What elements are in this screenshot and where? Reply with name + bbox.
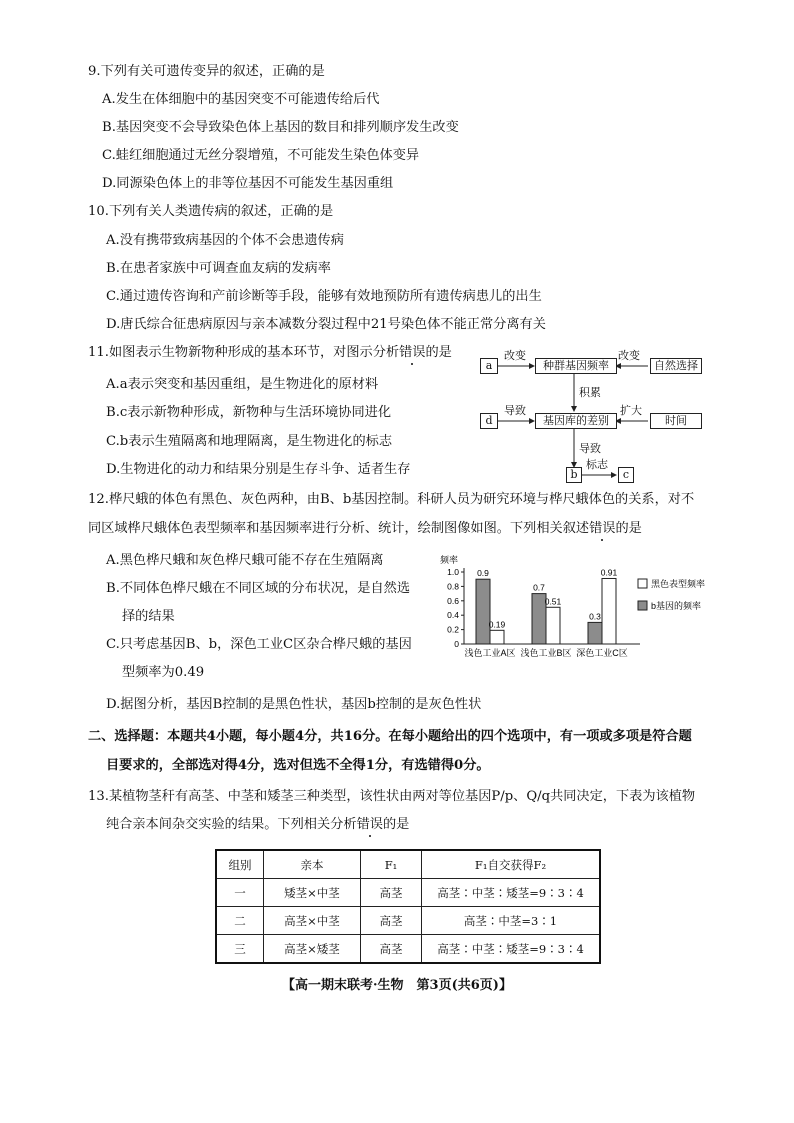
bar [546,607,560,644]
label-lead-1: 导致 [504,404,526,417]
label-accumulate: 积累 [579,386,601,399]
y-axis-label: 频率 [440,555,459,565]
table-cell: 高茎×中茎 [264,907,361,935]
x-category-label: 浅色工业B区 [520,648,572,658]
legend-swatch [638,579,647,588]
section2-header-line1: 二、选择题：本题共4小题，每小题4分，共16分。在每小题给出的四个选项中，有一项或多项是符合题 [88,729,692,744]
box-c: c [618,467,634,483]
q13-stem-line2 [106,816,409,834]
q10-option-d: D.唐氏综合征患病原因与亲本减数分裂过程中21号染色体不能正常分离有关 [106,317,546,332]
q13-stem-post: 的是 [382,817,410,832]
table-header-cell: 亲本 [264,850,361,879]
bar [476,579,490,644]
page-footer: 【高一期末联考·生物 第3页(共6页)】 [282,978,512,993]
legend-swatch [638,601,647,610]
q9-option-b: B.基因突变不会导致染色体上基因的数目和排列顺序发生改变 [102,120,459,135]
x-category-label: 浅色工业A区 [464,648,516,658]
label-change-2: 改变 [618,349,640,362]
y-tick-label: 1.0 [447,567,459,577]
table-cell: 二 [216,907,264,935]
q9-option-c: C.蛙红细胞通过无丝分裂增殖，不可能发生染色体变异 [102,148,420,163]
x-category-label: 深色工业C区 [576,648,628,658]
q10-option-b: B.在患者家族中可调查血友病的发病率 [106,261,331,276]
table-cell: 高茎 [361,879,422,907]
legend-label: 黑色表型频率 [651,579,706,589]
q13-stem-emphasis: 错误 [356,817,383,832]
box-a: a [480,358,498,374]
table-header-cell: 组别 [216,850,264,879]
bar-data-label: 0.3 [589,611,601,622]
box-gene-frequency: 种群基因频率 [535,358,617,374]
q11-option-a: A.a表示突变和基因重组，是生物进化的原材料 [106,377,379,392]
y-tick-label: 0.8 [447,581,459,592]
table-cell: 高茎 [361,907,422,935]
y-tick-label: 0.2 [447,624,459,635]
label-change-1: 改变 [504,349,526,362]
table-header-cell: F₁ [361,850,422,879]
table-cell: 高茎×矮茎 [264,935,361,964]
box-gene-pool-difference: 基因库的差别 [535,413,617,429]
q11-stem-post: 的是 [425,345,452,360]
q12-stem-line2 [88,520,642,538]
q9-stem: 9.下列有关可遗传变异的叙述，正确的是 [88,64,325,79]
y-tick-label: 0.6 [447,595,459,606]
bar-data-label: 0.51 [544,596,562,607]
q13-stem-line1: 13.某植物茎秆有高茎、中茎和矮茎三种类型，该性状由两对等位基因P/p、Q/q共同决定，下表为该植物 [88,789,696,804]
table-cell: 三 [216,935,264,964]
table-row [216,907,600,935]
q11-stem [88,344,452,362]
table-header-row [216,850,600,879]
table-cell: 高茎∶中茎=3∶1 [422,907,601,935]
bar-data-label: 0.91 [600,567,618,578]
q9-option-d: D.同源染色体上的非等位基因不可能发生基因重组 [102,176,394,191]
q9-option-a: A.发生在体细胞中的基因突变不可能遗传给后代 [102,92,380,107]
bar [490,630,504,644]
q11-option-b: B.c表示新物种形成，新物种与生活环境协同进化 [106,405,392,420]
q12-option-d: D.据图分析，基因B控制的是黑色性状，基因b控制的是灰色性状 [106,697,482,712]
q11-stem-pre: 11.如图表示生物新物种形成的基本环节，对图示分析 [88,345,400,360]
section2-header-line2: 目要求的，全部选对得4分，选对但选不全得1分，有选错得0分。 [106,758,490,773]
q10-option-a: A.没有携带致病基因的个体不会患遗传病 [106,233,344,248]
bar-data-label: 0.19 [488,619,506,630]
q10-stem: 10.下列有关人类遗传病的叙述，正确的是 [88,204,334,219]
table-cell: 高茎∶中茎∶矮茎=9∶3∶4 [422,879,601,907]
box-d: d [480,413,498,429]
table-header-cell: F₁自交获得F₂ [422,850,601,879]
bar-data-label: 0.7 [533,582,545,593]
q11-option-c: C.b表示生殖隔离和地理隔离，是生物进化的标志 [106,434,393,449]
q13-stem-pre: 纯合亲本间杂交实验的结果。下列相关分析 [106,817,357,832]
table-cell: 矮茎×中茎 [264,879,361,907]
q12-option-a: A.黑色桦尺蛾和灰色桦尺蛾可能不存在生殖隔离 [106,553,384,568]
box-b: b [566,467,582,483]
y-tick-label: 0 [454,639,459,649]
bar [588,622,602,644]
table-cell: 高茎∶中茎∶矮茎=9∶3∶4 [422,935,601,964]
table-row [216,935,600,964]
q12-stem-emphasis: 错误 [589,521,616,536]
q12-stem-post: 的是 [615,521,642,536]
table-row [216,879,600,907]
box-natural-selection: 自然选择 [650,358,702,374]
q12-stem-line1: 12.桦尺蛾的体色有黑色、灰色两种，由B、b基因控制。科研人员为研究环境与桦尺蛾体色的关系，对不 [88,492,695,507]
label-mark: 标志 [586,458,608,471]
bar-data-label: 0.9 [477,568,489,579]
q11-option-d: D.生物进化的动力和结果分别是生存斗争、适者生存 [106,462,411,477]
q13-table [215,849,601,964]
bar [602,578,616,644]
y-tick-label: 0.4 [447,610,459,621]
q11-stem-emphasis: 错误 [399,345,426,360]
q12-bar-chart [432,552,732,664]
q12-option-b-line2: 择的结果 [122,609,175,624]
legend-label: b基因的频率 [651,601,702,611]
box-time: 时间 [650,413,702,429]
q12-stem-pre: 同区域桦尺蛾体色表型频率和基因频率进行分析、统计，绘制图像如图。下列相关叙述 [88,521,590,536]
q10-option-c: C.通过遗传咨询和产前诊断等手段，能够有效地预防所有遗传病患儿的出生 [106,289,542,304]
label-expand: 扩大 [620,404,642,417]
q12-option-c-line2: 型频率为0.49 [122,665,205,680]
q12-option-c-line1: C.只考虑基因B、b，深色工业C区杂合桦尺蛾的基因 [106,637,412,652]
table-cell: 高茎 [361,935,422,964]
label-lead-2: 导致 [579,442,601,455]
table-cell: 一 [216,879,264,907]
q12-option-b-line1: B.不同体色桦尺蛾在不同区域的分布状况，是自然选 [106,581,411,596]
